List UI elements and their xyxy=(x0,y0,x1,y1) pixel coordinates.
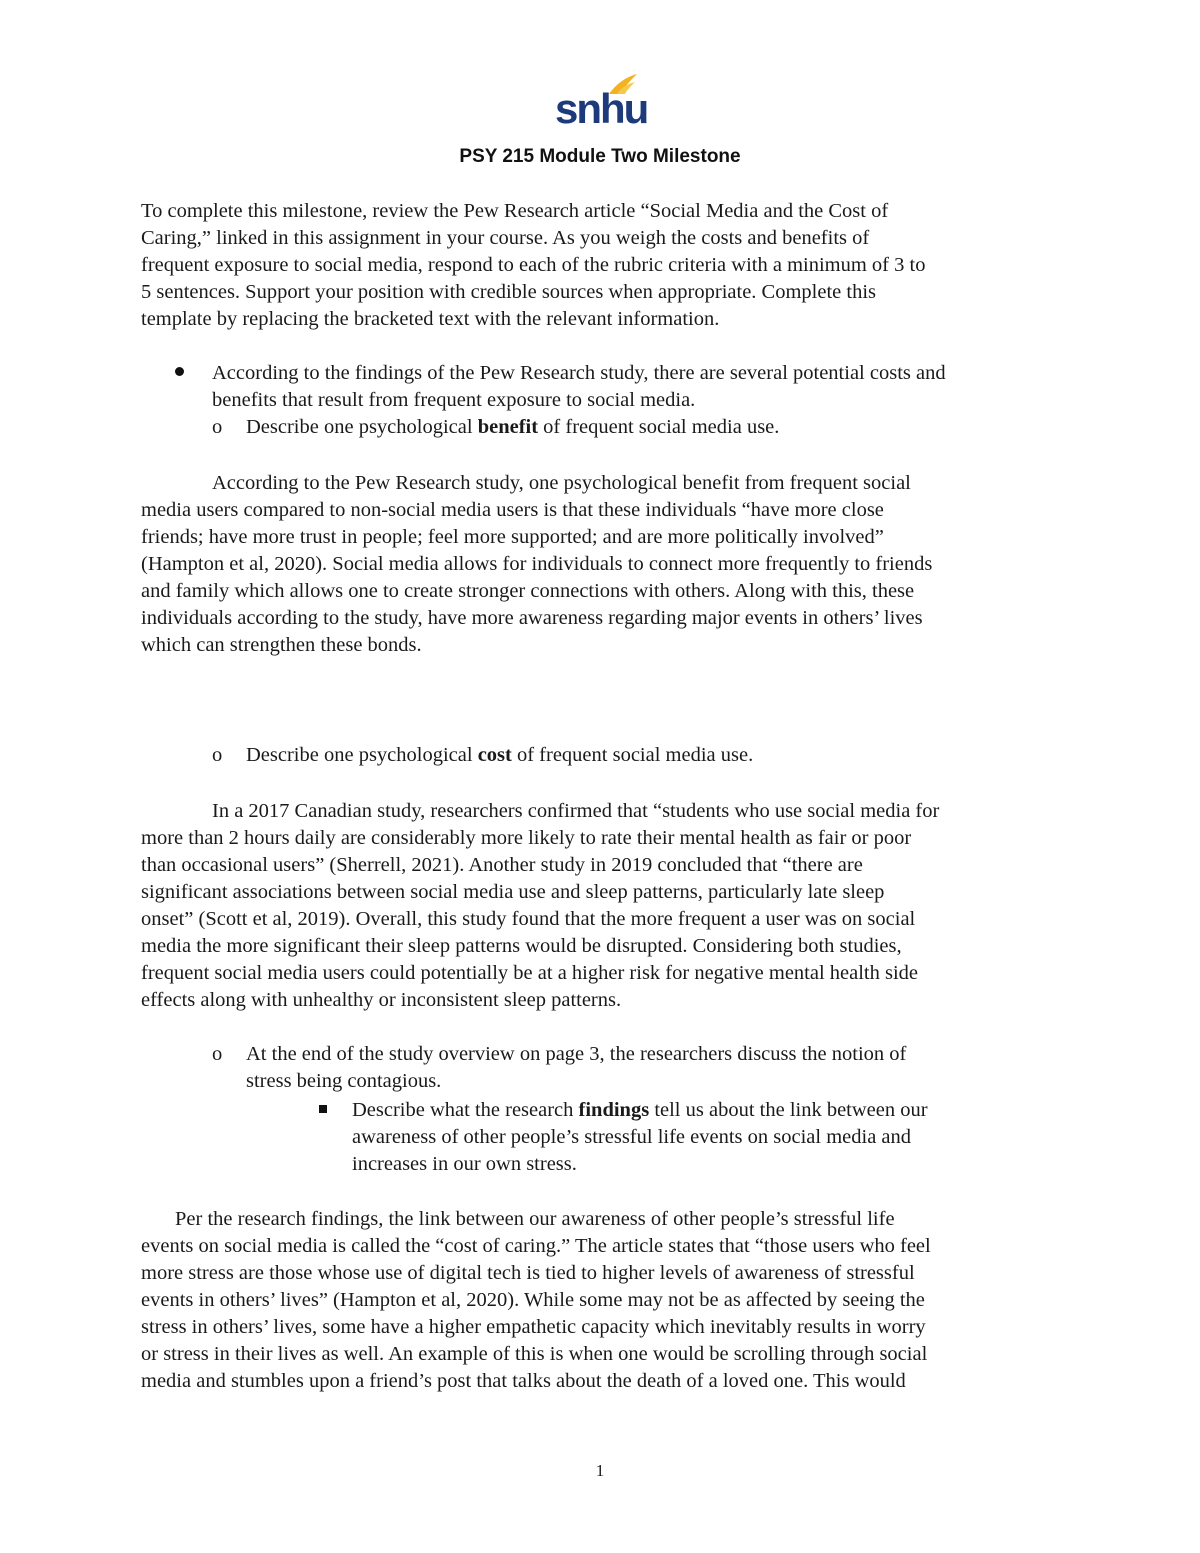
bullet-line: According to the findings of the Pew Research study, there are several potential costs and xyxy=(212,362,946,384)
answer-line: According to the Pew Research study, one psychological benefit from frequent social xyxy=(212,472,911,494)
intro-line: template by replacing the bracketed text with the relevant information. xyxy=(141,308,720,330)
answer-line: or stress in their lives as well. An example of this is when one would be scrolling through social xyxy=(141,1343,928,1365)
intro-line: frequent exposure to social media, respond to each of the rubric criteria with a minimum of 3 to xyxy=(141,254,926,276)
subsub-line: increases in our own stress. xyxy=(352,1153,577,1175)
answer-line: events on social media is called the “cost of caring.” The article states that “those users who feel xyxy=(141,1235,931,1257)
sub-bullet-marker: o xyxy=(212,416,223,438)
bullet-icon xyxy=(175,367,184,376)
snhu-logo xyxy=(555,72,648,134)
answer-line: friends; have more trust in people; feel more supported; and are more politically involved” xyxy=(141,526,884,548)
intro-line: Caring,” linked in this assignment in your course. As you weigh the costs and benefits of xyxy=(141,227,870,249)
sub-item-line: stress being contagious. xyxy=(246,1070,442,1092)
answer-line: media users compared to non-social media users is that these individuals “have more close xyxy=(141,499,884,521)
answer-line: individuals according to the study, have more awareness regarding major events in others’ lives xyxy=(141,607,923,629)
answer-line: effects along with unhealthy or inconsistent sleep patterns. xyxy=(141,989,622,1011)
answer-line: frequent social media users could potentially be at a higher risk for negative mental health side xyxy=(141,962,919,984)
answer-line: more than 2 hours daily are considerably more likely to rate their mental health as fair or poor xyxy=(141,827,912,849)
answer-line: significant associations between social media use and sleep patterns, particularly late sleep xyxy=(141,881,885,903)
sub-text: Describe one psychological xyxy=(246,744,478,766)
subsub-line: awareness of other people’s stressful life events on social media and xyxy=(352,1126,912,1148)
square-bullet-icon xyxy=(319,1105,327,1113)
answer-line: events in others’ lives” (Hampton et al, 2020). While some may not be as affected by seeing the xyxy=(141,1289,925,1311)
answer-line: and family which allows one to create stronger connections with others. Along with this, these xyxy=(141,580,915,602)
page-title: PSY 215 Module Two Milestone xyxy=(459,146,741,167)
sub-bold: cost xyxy=(477,744,512,766)
subsub-text: Describe what the research xyxy=(352,1099,579,1121)
bullet-line: benefits that result from frequent exposure to social media. xyxy=(212,389,696,411)
answer-line: media the more significant their sleep patterns would be disrupted. Considering both studies, xyxy=(141,935,902,957)
sub-item-benefit xyxy=(246,414,779,441)
subsub-text: tell us about the link between our xyxy=(649,1099,928,1121)
subsub-line xyxy=(352,1097,928,1124)
sub-text: of frequent social media use. xyxy=(538,416,780,438)
answer-line: Per the research findings, the link between our awareness of other people’s stressful life xyxy=(175,1208,895,1230)
intro-line: To complete this milestone, review the Pew Research article “Social Media and the Cost of xyxy=(141,200,889,222)
answer-line: In a 2017 Canadian study, researchers confirmed that “students who use social media for xyxy=(212,800,940,822)
sub-bullet-marker: o xyxy=(212,744,223,766)
intro-line: 5 sentences. Support your position with credible sources when appropriate. Complete this xyxy=(141,281,876,303)
page-number: 1 xyxy=(595,1461,605,1480)
answer-line: onset” (Scott et al, 2019). Overall, this study found that the more frequent a user was on social xyxy=(141,908,916,930)
sub-item-line: At the end of the study overview on page 3, the researchers discuss the notion of xyxy=(246,1043,907,1065)
logo-text: snhu xyxy=(555,85,648,132)
sub-text: Describe one psychological xyxy=(246,416,478,438)
answer-line: (Hampton et al, 2020). Social media allows for individuals to connect more frequently to friends xyxy=(141,553,933,575)
sub-bold: benefit xyxy=(477,416,539,438)
answer-line: than occasional users” (Sherrell, 2021). Another study in 2019 concluded that “there are xyxy=(141,854,863,876)
answer-line: more stress are those whose use of digital tech is tied to higher levels of awareness of stressful xyxy=(141,1262,915,1284)
answer-line: stress in others’ lives, some have a higher empathetic capacity which inevitably results in worry xyxy=(141,1316,926,1338)
sub-bullet-marker: o xyxy=(212,1043,223,1065)
sub-item-cost xyxy=(246,742,753,769)
answer-line: which can strengthen these bonds. xyxy=(141,634,422,656)
answer-line: media and stumbles upon a friend’s post that talks about the death of a loved one. This would xyxy=(141,1370,906,1392)
subsub-bold: findings xyxy=(578,1099,650,1121)
sub-text: of frequent social media use. xyxy=(511,744,754,766)
